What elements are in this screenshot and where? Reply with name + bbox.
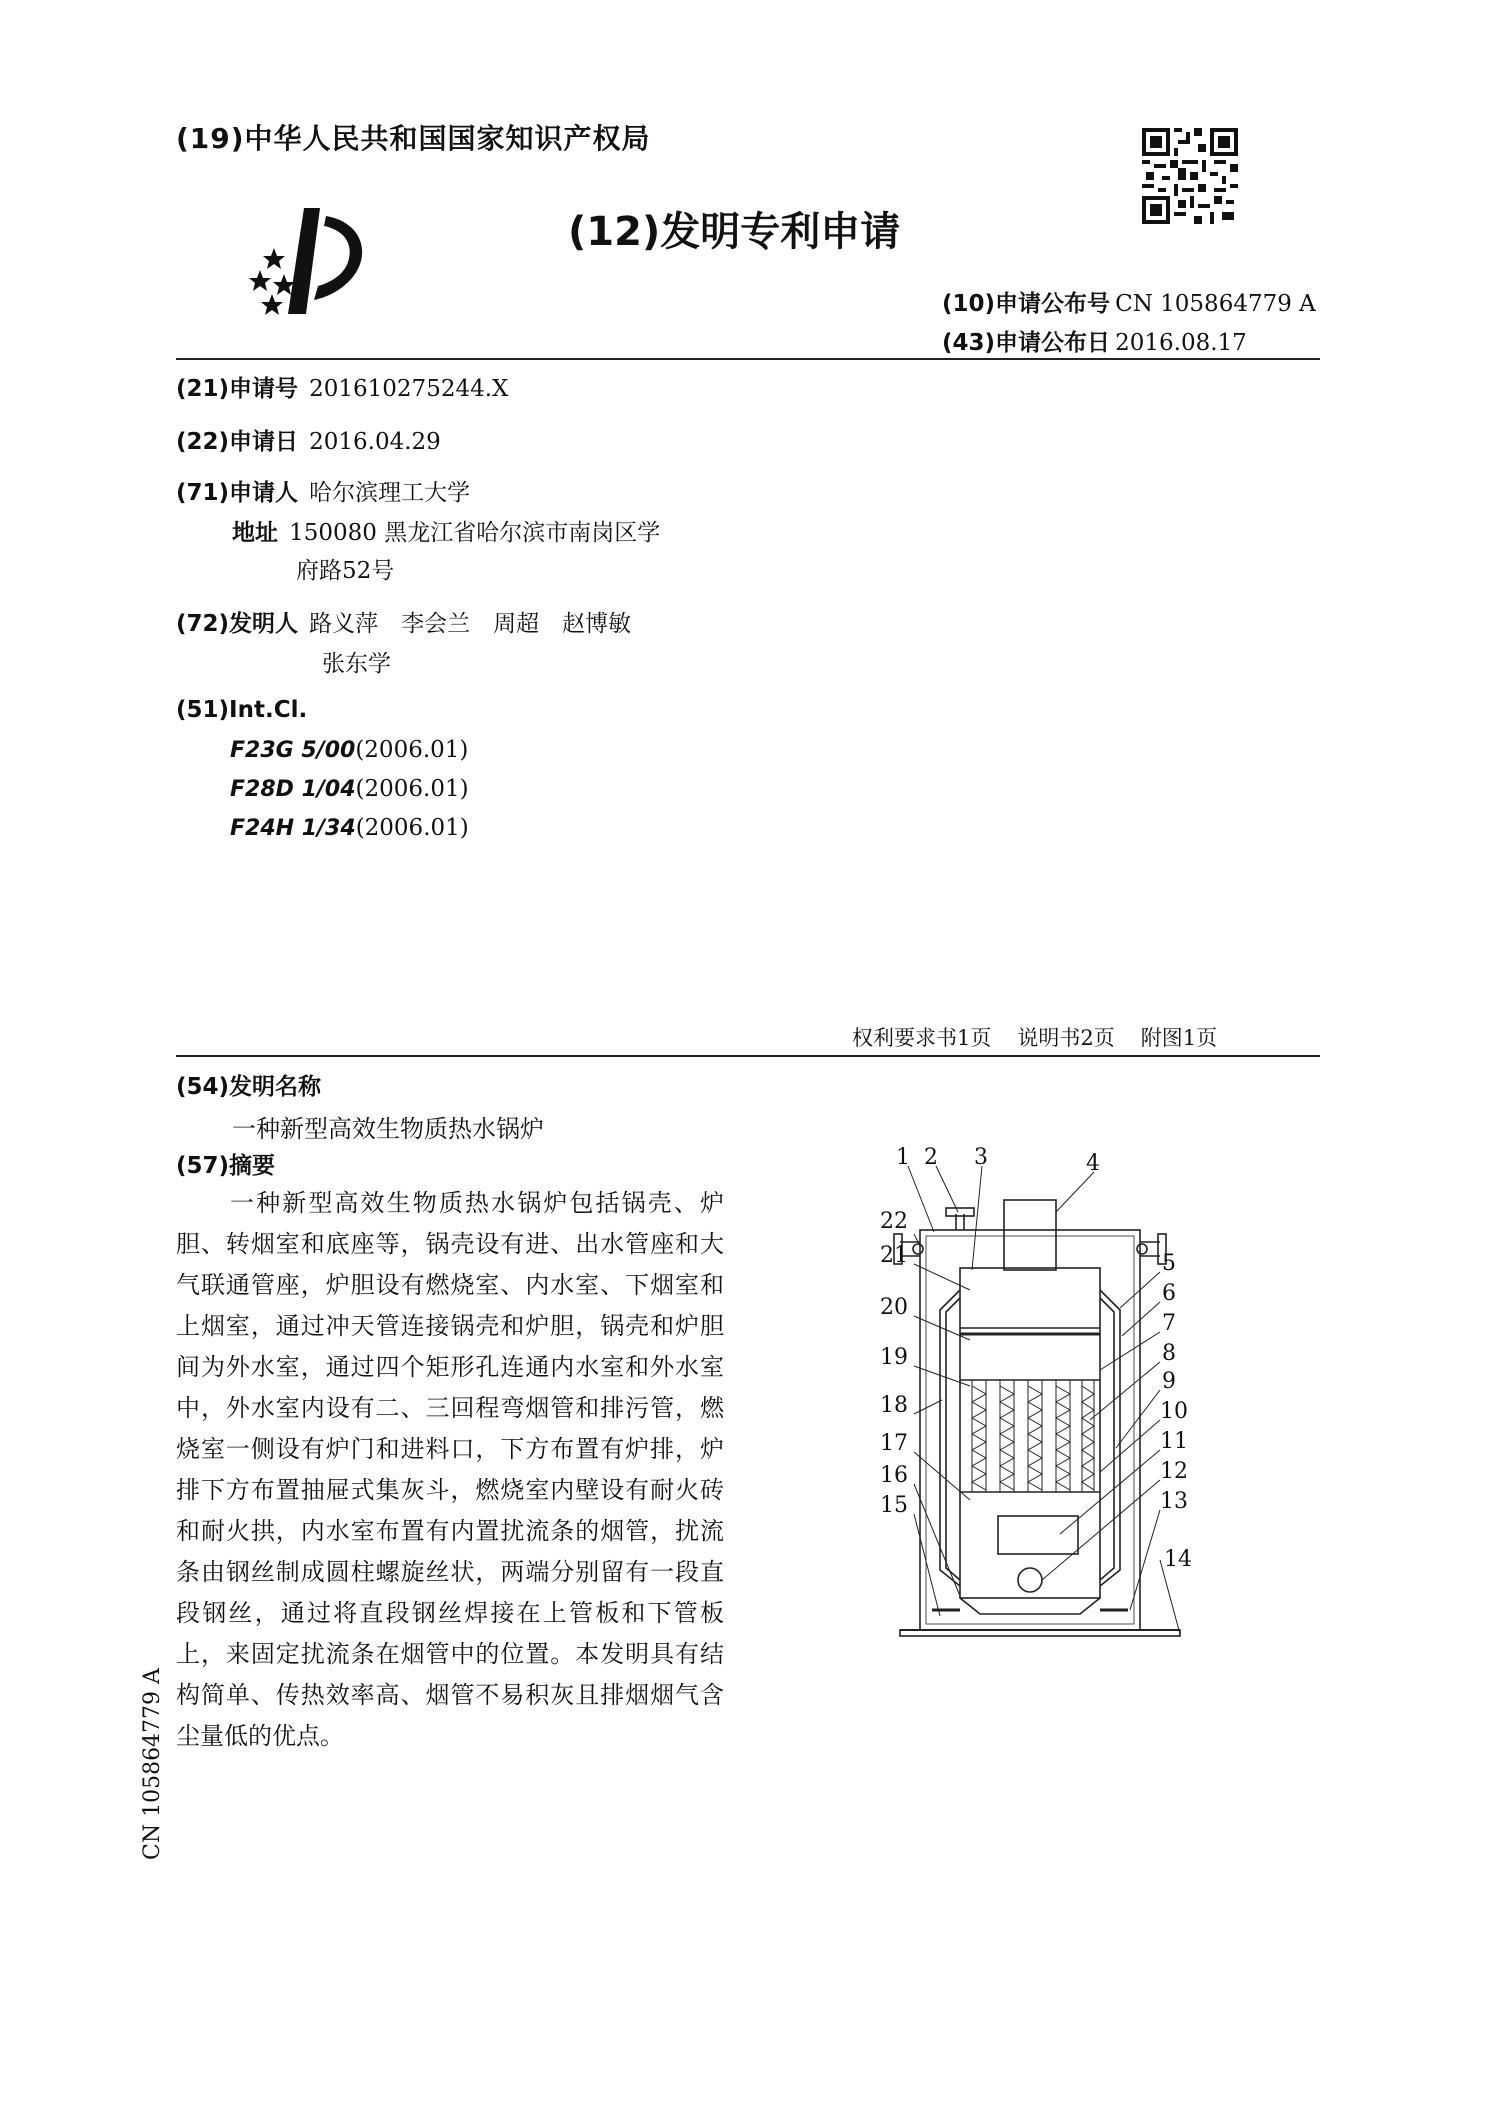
label-2: 2 — [924, 1145, 938, 1170]
address-line-2: 府路52号 — [296, 558, 395, 584]
inventors-line-1: 路义萍 李会兰 周超 赵博敏 — [309, 611, 632, 637]
ipc-entry — [230, 815, 469, 841]
qr-code — [1142, 128, 1238, 224]
abstract-label: (57)摘要 — [176, 1153, 276, 1179]
address — [232, 514, 660, 547]
label-8: 8 — [1162, 1341, 1176, 1366]
ipc-code: F24H 1/34 — [230, 816, 356, 841]
label-12: 12 — [1160, 1459, 1188, 1484]
ipc-entry — [230, 737, 468, 763]
inventors-line-2: 张东学 — [322, 651, 391, 677]
label-1: 1 — [896, 1145, 910, 1170]
applicant-value: 哈尔滨理工大学 — [309, 480, 471, 506]
label-7: 7 — [1162, 1311, 1176, 1336]
label-22: 22 — [880, 1209, 908, 1234]
side-publication-number: CN 105864779 A — [140, 1668, 165, 1860]
label-21: 21 — [880, 1243, 908, 1268]
applicant — [176, 474, 470, 507]
label-20: 20 — [880, 1295, 908, 1320]
label-15: 15 — [880, 1493, 908, 1518]
label-18: 18 — [880, 1393, 908, 1418]
label-13: 13 — [1160, 1489, 1188, 1514]
label-3: 3 — [974, 1145, 988, 1170]
publication-date — [942, 324, 1247, 357]
application-number-value: 201610275244.X — [309, 376, 509, 402]
publication-number — [942, 285, 1316, 318]
publication-date-label: (43)申请公布日 — [942, 330, 1111, 356]
publication-date-value: 2016.08.17 — [1115, 330, 1247, 356]
application-number-label: (21)申请号 — [176, 376, 299, 402]
inventors-label: (72)发明人 — [176, 611, 299, 637]
label-17: 17 — [880, 1431, 908, 1456]
publication-number-label: (10)申请公布号 — [942, 291, 1111, 317]
application-number — [176, 370, 508, 403]
abstract-text: 一种新型高效生物质热水锅炉包括锅壳、炉胆、转烟室和底座等，锅壳设有进、出水管座和大气联通管座，炉胆设有燃烧室、内水室、下烟室和上烟室，通过冲天管连接锅壳和炉胆，锅壳和炉胆间为外水室，通过四个矩形孔连通内水室和外水室中，外水室内设有二、三回程弯烟管和排污管，燃烧室一侧设有炉门和进料口，下方布置有炉排，炉排下方布置抽屉式集灰斗，燃烧室内壁设有耐火砖和耐火拱，内水室布置有内置扰流条的烟管，扰流条由钢丝制成圆柱螺旋丝状，两端分别留有一段直段钢丝，通过将直段钢丝焊接在上管板和下管板上，来固定扰流条在烟管中的位置。本发明具有结构简单、传热效率高、烟管不易积灰且排烟烟气含尘量低的优点。 — [176, 1189, 724, 1750]
issuing-office: (19)中华人民共和国国家知识产权局 — [176, 122, 651, 155]
drawing-pages: 附图1页 — [1140, 1026, 1218, 1050]
page-counts — [852, 1022, 1243, 1052]
application-date — [176, 423, 441, 456]
publication-number-value: CN 105864779 A — [1115, 291, 1316, 317]
label-10: 10 — [1160, 1399, 1188, 1424]
document-type: (12)发明专利申请 — [568, 209, 901, 255]
label-5: 5 — [1162, 1251, 1176, 1276]
application-date-label: (22)申请日 — [176, 429, 299, 455]
label-6: 6 — [1162, 1281, 1176, 1306]
ipc-version: (2006.01) — [355, 737, 469, 763]
inventors — [176, 605, 631, 638]
label-19: 19 — [880, 1345, 908, 1370]
applicant-label: (71)申请人 — [176, 480, 299, 506]
ipc-code: F23G 5/00 — [230, 738, 356, 763]
label-16: 16 — [880, 1463, 908, 1488]
header-divider — [176, 358, 1320, 360]
address-label: 地址 — [232, 520, 278, 546]
label-9: 9 — [1162, 1369, 1176, 1394]
title-label: (54)发明名称 — [176, 1074, 322, 1100]
boiler-drawing — [860, 1140, 1220, 1680]
ipc-version: (2006.01) — [355, 815, 469, 841]
label-4: 4 — [1086, 1151, 1100, 1176]
label-14: 14 — [1164, 1547, 1192, 1572]
ipc-entry — [230, 776, 469, 802]
cnipa-logo — [244, 196, 384, 316]
application-date-value: 2016.04.29 — [309, 429, 441, 455]
invention-title: 一种新型高效生物质热水锅炉 — [232, 1115, 544, 1143]
address-line-1: 150080 黑龙江省哈尔滨市南岗区学 — [289, 520, 661, 546]
label-11: 11 — [1160, 1429, 1188, 1454]
int-cl-label: (51)Int.Cl. — [176, 697, 308, 723]
section-divider — [176, 1055, 1320, 1057]
ipc-version: (2006.01) — [355, 776, 469, 802]
claims-pages: 权利要求书1页 — [852, 1026, 992, 1050]
ipc-code: F28D 1/04 — [230, 777, 356, 802]
description-pages: 说明书2页 — [1017, 1026, 1115, 1050]
